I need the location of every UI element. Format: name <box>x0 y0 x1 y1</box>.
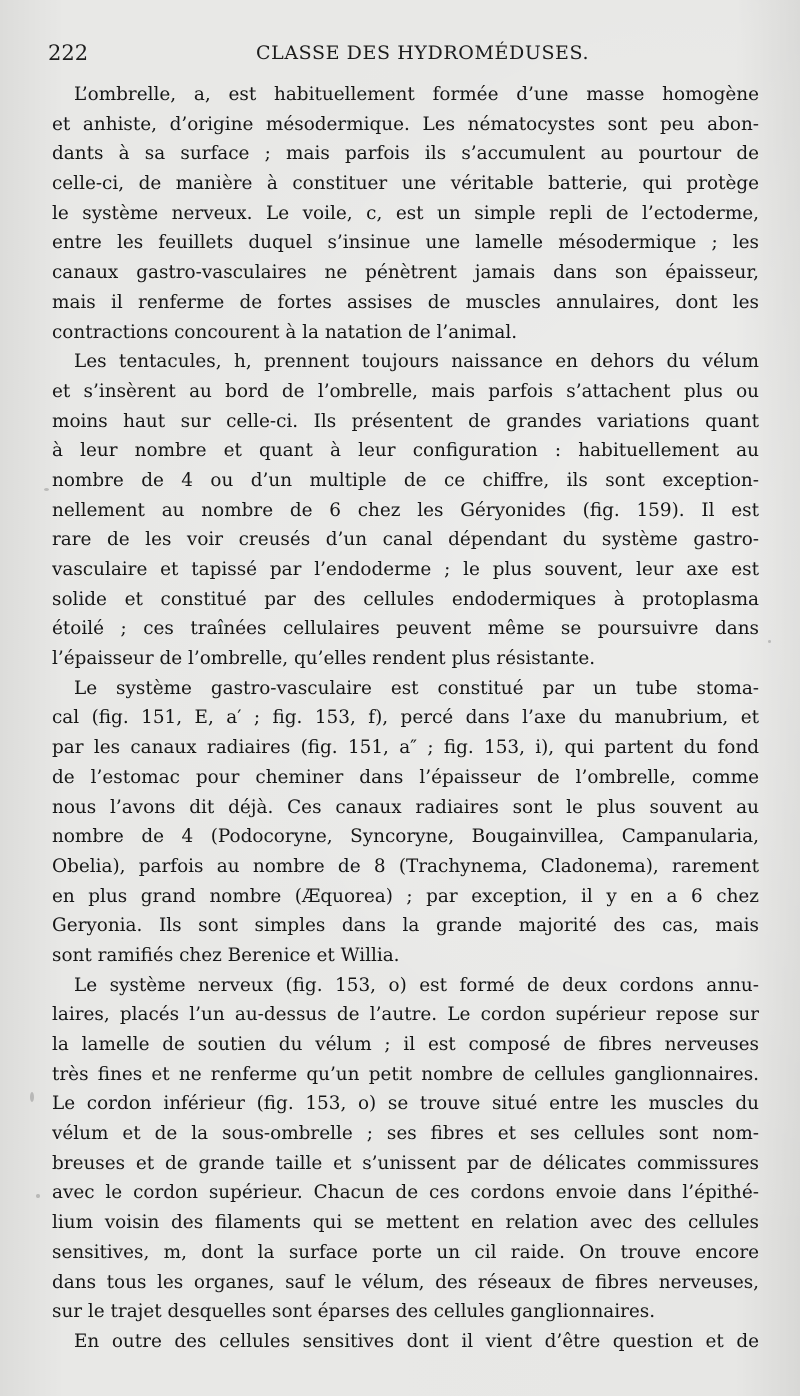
scan-speck <box>768 640 771 643</box>
running-title: CLASSE DES HYDROMÉDUSES. <box>256 42 590 64</box>
text-line: rare de les voir creusés d’un canal dépendant du système gastro- <box>52 529 759 551</box>
text-line: sont ramifiés chez Berenice et Willia. <box>52 944 400 966</box>
text-line: nous l’avons dit déjà. Ces canaux radiaires sont le plus souvent au <box>52 796 759 818</box>
text-line: Les tentacules, h, prennent toujours naissance en dehors du vélum <box>74 351 759 373</box>
text-line: sensitives, m, dont la surface porte un cil raide. On trouve encore <box>52 1241 759 1263</box>
text-line: lium voisin des filaments qui se mettent en relation avec des cellules <box>52 1212 759 1234</box>
scan-speck <box>36 1194 40 1198</box>
text-line: avec le cordon supérieur. Chacun de ces cordons envoie dans l’épithé- <box>52 1182 759 1204</box>
text-line: Obelia), parfois au nombre de 8 (Trachynema, Cladonema), rarement <box>52 855 759 877</box>
text-line: mais il renferme de fortes assises de muscles annulaires, dont les <box>52 291 759 313</box>
text-line: dants à sa surface ; mais parfois ils s’accumulent au pourtour de <box>52 143 759 165</box>
text-line: Geryonia. Ils sont simples dans la grande majorité des cas, mais <box>52 915 759 937</box>
text-line: de l’estomac pour cheminer dans l’épaisseur de l’ombrelle, comme <box>52 766 759 788</box>
text-line: vélum et de la sous-ombrelle ; ses fibres et ses cellules sont nom- <box>52 1123 759 1145</box>
text-line: sur le trajet desquelles sont éparses des cellules ganglionnaires. <box>52 1301 656 1323</box>
page-number: 222 <box>48 41 89 65</box>
text-line: nellement au nombre de 6 chez les Géryonides (fig. 159). Il est <box>52 499 759 521</box>
page-header <box>48 38 760 68</box>
scan-speck <box>44 488 49 491</box>
text-line: l’épaisseur de l’ombrelle, qu’elles rendent plus résistante. <box>52 648 596 670</box>
text-line: solide et constitué par des cellules endodermiques à protoplasma <box>52 588 759 610</box>
text-line: cal (fig. 151, E, a′ ; fig. 153, f), percé dans l’axe du manubrium, et <box>52 707 759 729</box>
text-line: laires, placés l’un au-dessus de l’autre. Le cordon supérieur repose sur <box>52 1004 759 1026</box>
text-line: L’ombrelle, a, est habituellement formée d’une masse homogène <box>74 84 759 105</box>
body-text <box>52 80 759 1357</box>
text-line: et s’insèrent au bord de l’ombrelle, mais parfois s’attachent plus ou <box>52 380 759 402</box>
text-line: par les canaux radiaires (fig. 151, a″ ; fig. 153, i), qui partent du fond <box>52 737 759 759</box>
text-line: et anhiste, d’origine mésodermique. Les nématocystes sont peu abon- <box>52 113 759 135</box>
text-line: à leur nombre et quant à leur configuration : habituellement au <box>52 440 759 462</box>
text-line: celle-ci, de manière à constituer une véritable batterie, qui protège <box>52 173 759 195</box>
text-line: étoilé ; ces traînées cellulaires peuvent même se poursuivre dans <box>52 618 759 640</box>
text-line: contractions concourent à la natation de l’animal. <box>52 321 518 343</box>
text-line: nombre de 4 ou d’un multiple de ce chiffre, ils sont exception- <box>52 469 759 491</box>
text-line: Le cordon inférieur (fig. 153, o) se trouve situé entre les muscles du <box>52 1093 759 1115</box>
text-line: En outre des cellules sensitives dont il vient d’être question et de <box>74 1330 759 1352</box>
scan-speck <box>30 1092 34 1102</box>
text-line: le système nerveux. Le voile, c, est un simple repli de l’ectoderme, <box>52 202 759 224</box>
text-line: entre les feuillets duquel s’insinue une lamelle mésodermique ; les <box>52 232 759 254</box>
text-line: moins haut sur celle-ci. Ils présentent de grandes variations quant <box>52 410 759 432</box>
text-line: breuses et de grande taille et s’unissent par de délicates commissures <box>52 1152 759 1174</box>
text-line: en plus grand nombre (Æquorea) ; par exception, il y en a 6 chez <box>52 885 759 907</box>
text-line: très fines et ne renferme qu’un petit nombre de cellules ganglionnaires. <box>52 1063 759 1085</box>
text-line: dans tous les organes, sauf le vélum, des réseaux de fibres nerveuses, <box>52 1271 759 1293</box>
text-line: la lamelle de soutien du vélum ; il est composé de fibres nerveuses <box>52 1034 759 1055</box>
text-line: Le système gastro-vasculaire est constitué par un tube stoma- <box>74 677 759 699</box>
text-line: vasculaire et tapissé par l’endoderme ; le plus souvent, leur axe est <box>52 559 759 580</box>
text-line: nombre de 4 (Podocoryne, Syncoryne, Bougainvillea, Campanularia, <box>52 826 759 848</box>
text-line: canaux gastro-vasculaires ne pénètrent jamais dans son épaisseur, <box>52 262 759 284</box>
text-line: Le système nerveux (fig. 153, o) est formé de deux cordons annu- <box>74 974 759 996</box>
